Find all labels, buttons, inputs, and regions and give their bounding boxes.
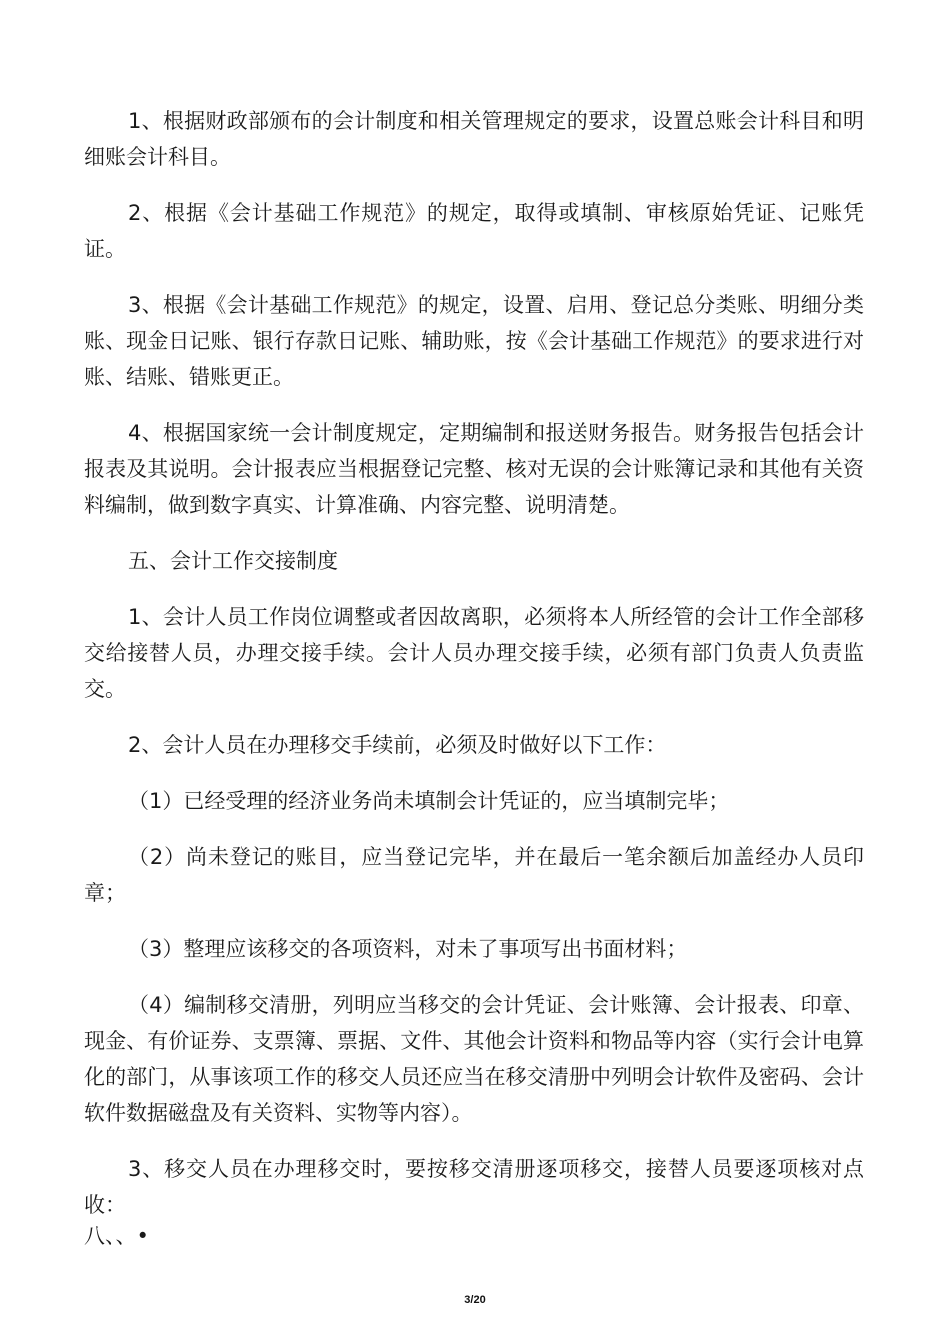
sub-item-1: （1）已经受理的经济业务尚未填制会计凭证的，应当填制完毕； [128, 789, 730, 813]
section-paragraph-2: 2、会计人员在办理移交手续前，必须及时做好以下工作： [128, 733, 667, 757]
trailing-fragment: 八、、• [84, 1224, 149, 1248]
paragraph-1: 1、根据财政部颁布的会计制度和相关管理规定的要求，设置总账会计科目和明细账会计科目。 [84, 109, 864, 169]
page-number: 3/20 [464, 1294, 486, 1306]
sub-item-2: （2）尚未登记的账目，应当登记完毕，并在最后一笔余额后加盖经办人员印章； [84, 845, 864, 905]
sub-item-3: （3）整理应该移交的各项资料，对未了事项写出书面材料； [128, 937, 688, 961]
section-paragraph-1: 1、会计人员工作岗位调整或者因故离职，必须将本人所经管的会计工作全部移交给接替人员，办理交接手续。会计人员办理交接手续，必须有部门负责人负责监交。 [84, 605, 864, 701]
paragraph-4: 4、根据国家统一会计制度规定，定期编制和报送财务报告。财务报告包括会计报表及其说明。会计报表应当根据登记完整、核对无误的会计账簿记录和其他有关资料编制，做到数字真实、计算准确、内容完整、说明清楚。 [84, 421, 864, 517]
section-heading: 五、会计工作交接制度 [128, 549, 338, 573]
sub-item-4: （4）编制移交清册，列明应当移交的会计凭证、会计账簿、会计报表、印章、现金、有价证券、支票簿、票据、文件、其他会计资料和物品等内容（实行会计电算化的部门，从事该项工作的移交人员还应当在移交清册中列明会计软件及密码、会计软件数据磁盘及有关资料、实物等内容）。 [84, 993, 864, 1125]
final-paragraph: 3、移交人员在办理移交时，要按移交清册逐项移交，接替人员要逐项核对点收： [84, 1157, 864, 1217]
document-body [84, 103, 864, 1251]
paragraph-3: 3、根据《会计基础工作规范》的规定，设置、启用、登记总分类账、明细分类账、现金日记账、银行存款日记账、辅助账，按《会计基础工作规范》的要求进行对账、结账、错账更正。 [84, 293, 864, 389]
paragraph-2: 2、根据《会计基础工作规范》的规定，取得或填制、审核原始凭证、记账凭证。 [84, 201, 864, 261]
